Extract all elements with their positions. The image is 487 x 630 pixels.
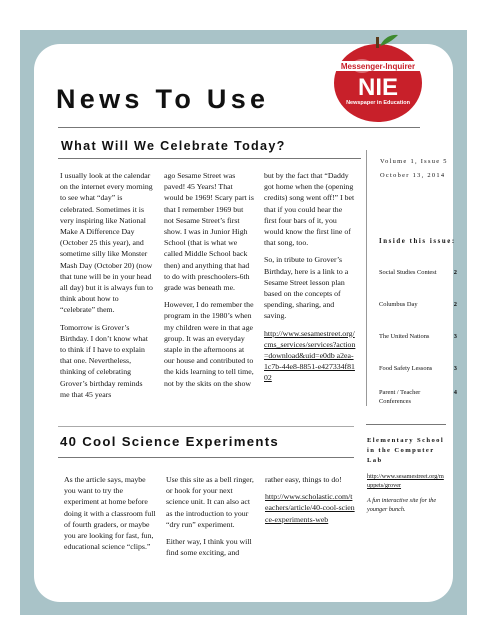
article1-title: What Will We Celebrate Today? bbox=[61, 139, 286, 153]
issue-volume: Volume 1, Issue 5 bbox=[380, 158, 448, 165]
article1-title-rule bbox=[58, 158, 361, 159]
newsletter-masthead: News To Use bbox=[56, 84, 270, 114]
article1-col3-para-1: but by the fact that “Daddy got home when the (opening credits) song went off!” I bet that if you could hear the first four bars of it, you would know the first line of that song, too. bbox=[264, 171, 355, 248]
inside-issue-heading-box bbox=[379, 236, 457, 247]
article2-col2-para-1: Use this site as a bell ringer, or hook for your next science unit. It can also act as the introduction to your “dry run” experiment. bbox=[166, 475, 254, 529]
masthead-rule bbox=[58, 127, 420, 128]
toc-item-label: Columbus Day bbox=[379, 301, 418, 308]
toc-item-label: Parent / Teacher Conferences bbox=[379, 389, 421, 405]
grover-link[interactable]: http://www.sesamestreet.org/muppets/grover bbox=[367, 473, 444, 489]
apple-leaf bbox=[380, 35, 398, 46]
toc-item-label: The United Nations bbox=[379, 333, 430, 340]
toc-item-page: 3 bbox=[453, 365, 457, 372]
elementary-box bbox=[367, 436, 445, 514]
article1-column-2 bbox=[164, 170, 254, 400]
article1-col1-para-2: Tomorrow is Grover’s Birthday. I don’t know what to think if I have to explain that one. Nevertheless, thinking of celebrating Grover’s birthday reminds me that 45 years bbox=[60, 322, 148, 399]
nie-apple-logo bbox=[318, 33, 438, 125]
sidebar-divider bbox=[366, 150, 367, 406]
article1-col1-para-1: I usually look at the calendar on the internet every morning to see what “day” is celebrated. Sometimes it is very inspiring like National Make A Difference Day (October 25 this year), and sometime silly like Monster Mash Day (October 20) (now that tune will be in your head all day) but it is always fun to think about how to “celebrate” them. bbox=[60, 171, 153, 315]
science-experiments-link[interactable]: http://www.scholastic.com/teachers/article/40-cool-science-experiments-web bbox=[265, 492, 355, 524]
article1-col2-para-2: However, I do remember the program in the 1980’s when my children were in that age group. It was an everyday staple in the afternoons at our house and contributed to the kids learning to tell time, not by the skits on the show bbox=[164, 300, 254, 388]
toc-item-label: Food Safety Lessons bbox=[379, 365, 433, 372]
toc-item[interactable] bbox=[379, 388, 457, 406]
inside-issue-heading: Inside this issue: bbox=[379, 238, 456, 245]
logo-bottom-text: Newspaper in Education bbox=[346, 100, 410, 106]
toc-item-page: 3 bbox=[453, 333, 457, 340]
article2-col2-para-2: Either way, I think you will find some exciting, and bbox=[166, 537, 252, 558]
logo-main-text: NIE bbox=[357, 74, 399, 101]
article2-column-3 bbox=[265, 474, 355, 574]
article1-col2-para-1: ago Sesame Street was paved! 45 Years! That would be 1969! Scary part is that I remember 1969 but not Sesame Street’s first show. I was in Junior High School (that is what we called Middle School back then) and anything that had to do with preschoolers-6th grade was beneath me. bbox=[164, 171, 254, 293]
article1-col3-para-2: So, in tribute to Grover’s Birthday, here is a link to a Sesame Street lesson plan based on the concepts of spending, sharing, and saving. bbox=[264, 255, 349, 321]
toc-item[interactable] bbox=[379, 268, 457, 277]
issue-date: October 13, 2014 bbox=[380, 172, 446, 179]
article2-title-rule bbox=[58, 457, 354, 458]
toc-item-page: 2 bbox=[453, 269, 457, 276]
article1-column-3 bbox=[264, 170, 356, 402]
article1-column-1 bbox=[60, 170, 154, 400]
issue-info bbox=[380, 157, 458, 180]
article2-column-1 bbox=[64, 474, 156, 574]
toc-item-page: 2 bbox=[453, 301, 457, 308]
apple-stem bbox=[376, 37, 379, 48]
logo-top-text: Messenger-Inquirer bbox=[340, 62, 416, 71]
article2-top-rule bbox=[58, 426, 354, 427]
toc-item-page: 4 bbox=[453, 389, 457, 396]
article2-title: 40 Cool Science Experiments bbox=[60, 434, 280, 449]
toc-item[interactable] bbox=[379, 364, 457, 373]
table-of-contents bbox=[379, 268, 457, 418]
sesame-lesson-link[interactable]: http://www.sesamestreet.org/cms_services/services?action=download&uid=e0db a2ea-1c7b-44e8-8851-e427334f8102 bbox=[264, 328, 356, 383]
elementary-description: A fun interactive site for the younger bunch. bbox=[367, 497, 437, 513]
toc-item-label: Social Studies Contest bbox=[379, 269, 437, 276]
article2-col3-para: rather easy, things to do! bbox=[265, 475, 342, 484]
toc-item[interactable] bbox=[379, 300, 457, 309]
elementary-heading: Elementary School in the Computer Lab bbox=[367, 437, 445, 464]
article2-col1-para: As the article says, maybe you want to try the experiment at home before doing it with a classroom full of fourth graders, or maybe you are looking for fast, fun, educational science “clips.” bbox=[64, 475, 156, 552]
article2-column-2 bbox=[166, 474, 256, 574]
elementary-box-top-rule bbox=[366, 424, 446, 425]
toc-item[interactable] bbox=[379, 332, 457, 341]
